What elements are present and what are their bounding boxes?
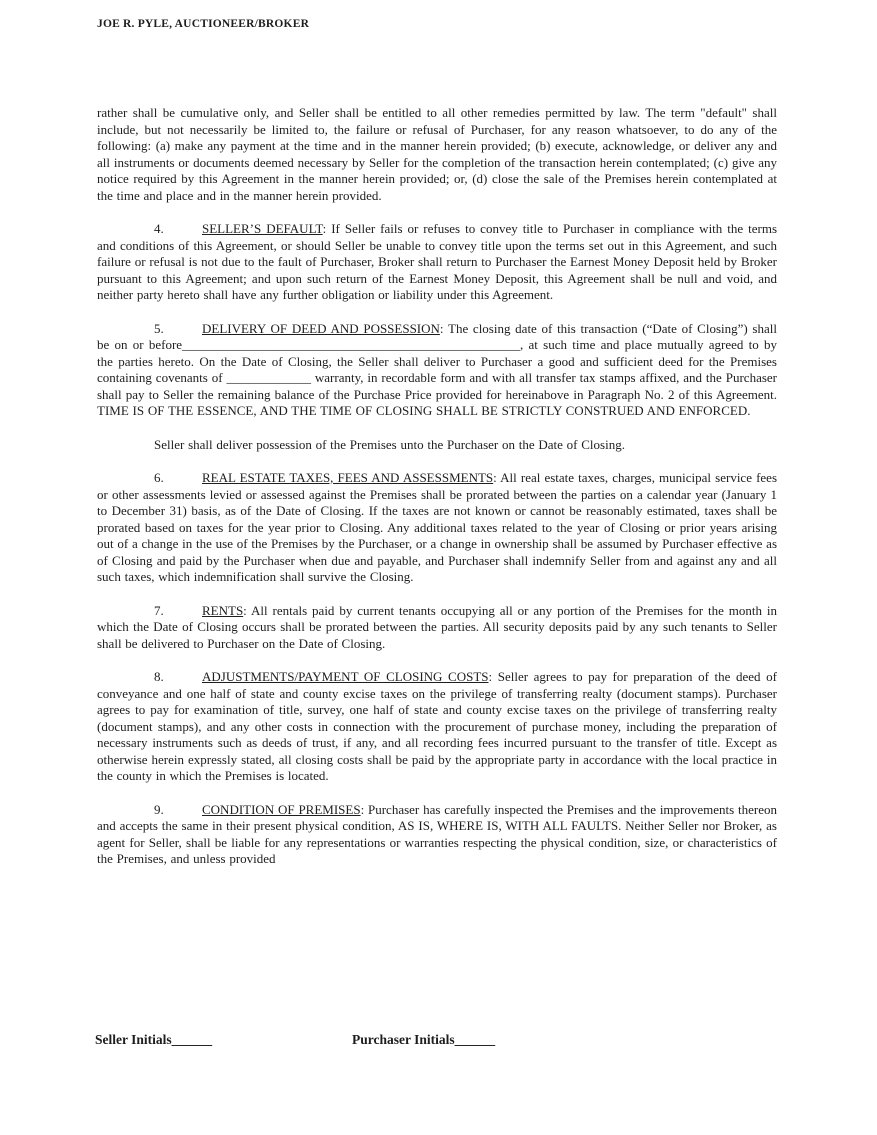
- paragraph-9-number: 9.: [154, 801, 164, 817]
- paragraph-9-heading: CONDITION OF PREMISES: [202, 801, 361, 817]
- paragraph-6-heading: REAL ESTATE TAXES, FEES AND ASSESSMENTS: [202, 470, 494, 485]
- paragraph-7-number: 7.: [154, 602, 164, 618]
- paragraph-8: [97, 669, 777, 785]
- paragraph-4-heading: SELLER’S DEFAULT: [202, 221, 323, 236]
- paragraph-6-body: : All real estate taxes, charges, municipal service fees or other assessments levied or assessed against the Premises shall be prorated between the parties on a calendar year (January 1 to December 31) basis, as of the Date of Closing. If the taxes are not known or cannot be reasonably estimated, taxes shall be prorated based on taxes for the year prior to Closing. Any additional taxes related to the year of Closing or prior years arising out of a change in the use of the Premises by the Purchaser, or a change in ownership shall be assumed by Purchaser effective as of Closing and paid by the Purchaser when due and payable, and Purchaser shall indemnify Seller from and against any and all such taxes, which indemnification shall survive the Closing.: [97, 470, 778, 584]
- purchaser-initials-label: Purchaser Initials: [352, 1032, 455, 1047]
- seller-initials-label: Seller Initials: [95, 1032, 172, 1047]
- paragraph-5-body: : The closing date of this transaction (“Date of Closing”) shall be on or before____________________________________________________, at such time and place mutually agreed to by the parties hereto. On the Date of Closing, the Seller shall deliver to Purchaser a good and sufficient deed for the Premises containing covenants of _____________ warranty, in recordable form and with all transfer tax stamps affixed, and the Purchaser shall pay to Seller the remaining balance of the Purchase Price provided for hereinabove in Paragraph No. 2 of this Agreement. TIME IS OF THE ESSENCE, AND THE TIME OF CLOSING SHALL BE STRICTLY CONSTRUED AND ENFORCED.: [97, 320, 777, 418]
- paragraph-4-body: : If Seller fails or refuses to convey title to Purchaser in compliance with the terms and conditions of this Agreement, or should Seller be unable to convey title upon the terms set out in this Agreement, and such failure or refusal is not due to the fault of Purchaser, Broker shall return to Purchaser the Earnest Money Deposit held by Broker pursuant to this Agreement; and upon such return of the Earnest Money Deposit, this Agreement shall be null and void, and neither party hereto shall have any further obligation or liability under this Agreement.: [97, 221, 778, 302]
- paragraph-7: [97, 603, 777, 653]
- paragraph-6-number: 6.: [154, 470, 164, 485]
- paragraph-4: [97, 221, 777, 304]
- purchaser-initials-field: [352, 1031, 495, 1048]
- paragraph-5-heading: DELIVERY OF DEED AND POSSESSION: [202, 320, 440, 336]
- paragraph-6: [97, 470, 777, 586]
- seller-initials-blank-line: ______: [171, 1032, 213, 1047]
- paragraph-5: [97, 321, 777, 420]
- paragraph-8-body: : Seller agrees to pay for preparation of the deed of conveyance and one half of state and county excise taxes on the privilege of transferring realty (document stamps). Purchaser agrees to pay for examination of title, survey, one half of state and county excise taxes on the privilege of transferring realty (document stamps), and any other costs in connection with the procurement of purchase money, including the preparation of necessary instruments such as deeds of trust, if any, and all recording fees incurred pursuant to the transfer of title. Except as otherwise herein expressly stated, all closing costs shall be paid by the appropriate party in accordance with the local practice in the county in which the Premises is located.: [97, 669, 777, 783]
- paragraph-5-number: 5.: [154, 320, 164, 336]
- paragraph-4-number: 4.: [154, 221, 164, 236]
- document-header: JOE R. PYLE, AUCTIONEER/BROKER: [97, 18, 310, 30]
- initials-footer: [95, 1031, 877, 1048]
- paragraph-8-number: 8.: [154, 669, 164, 684]
- paragraph-8-heading: ADJUSTMENTS/PAYMENT OF CLOSING COSTS: [202, 669, 489, 684]
- paragraph-7-body: : All rentals paid by current tenants occupying all or any portion of the Premises for the month in which the Date of Closing occurs shall be prorated between the parties. All security deposits paid by any such tenants to Seller shall be delivered to Purchaser on the Date of Closing.: [97, 602, 777, 651]
- paragraph-7-heading: RENTS: [202, 602, 244, 618]
- paragraph-9-body: : Purchaser has carefully inspected the Premises and the improvements thereon and accepts the same in their present physical condition, AS IS, WHERE IS, WITH ALL FAULTS. Neither Seller nor Broker, as agent for Seller, shall be liable for any representations or warranties respecting the physical condition, size, or characteristics of the Premises, and unless provided: [97, 801, 777, 866]
- seller-initials-field: [95, 1032, 212, 1047]
- purchaser-initials-blank-line: ______: [454, 1032, 496, 1047]
- paragraph-9: [97, 802, 777, 868]
- possession-note: Seller shall deliver possession of the Premises unto the Purchaser on the Date of Closing.: [154, 436, 625, 452]
- paragraph-continuation: rather shall be cumulative only, and Seller shall be entitled to all other remedies permitted by law. The term "default" shall include, but not necessarily be limited to, the failure or refusal of Purchaser, for any reason whatsoever, to do any of the following: (a) make any payment at the time and in the manner herein provided; (b) execute, acknowledge, or deliver any and all instruments or documents deemed necessary by Seller for the completion of the transaction herein contemplated; (c) give any notice required by this Agreement in the manner herein provided; or, (d) close the sale of the Premises herein contemplated at the time and place and in the manner herein provided.: [97, 105, 777, 203]
